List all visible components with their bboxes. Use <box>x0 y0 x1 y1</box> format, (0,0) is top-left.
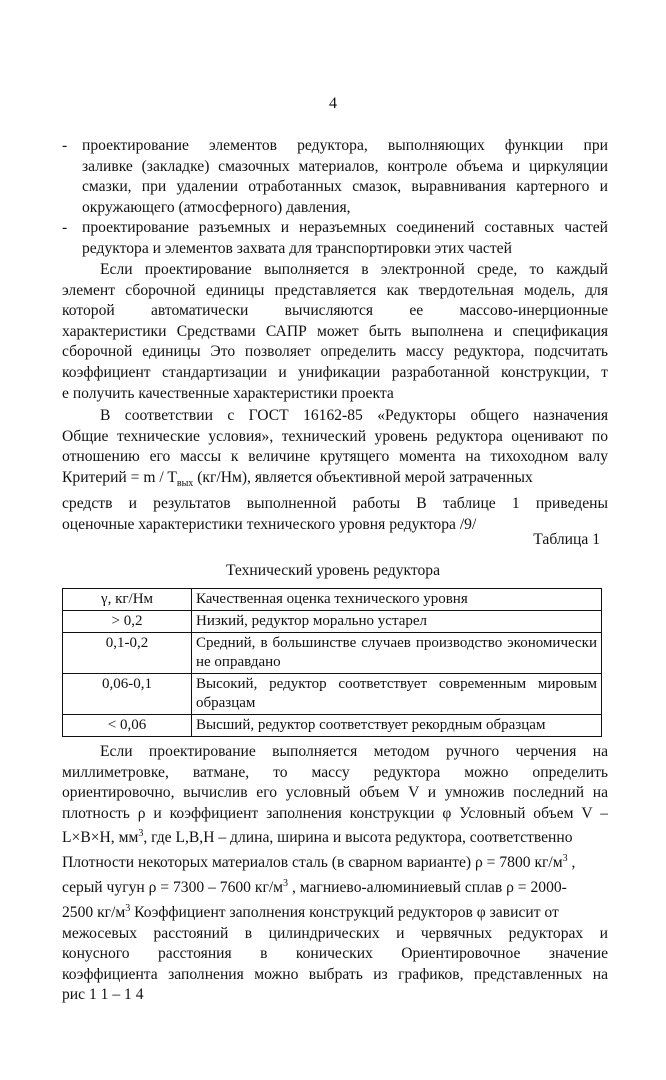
paragraph-line: сборочной единицы Это позволяет определить массу редуктора, подсчитать <box>62 343 608 361</box>
superscript: 3 <box>125 902 131 914</box>
paragraph-line <box>62 874 608 899</box>
criterion-prefix: Критерий = m / T <box>62 468 177 486</box>
paragraph-line: средств и результатов выполненной работы В таблице 1 приведены <box>62 495 608 513</box>
technical-level-table <box>62 588 602 737</box>
bullet-line: смазки, при удалении отработанных смазок, выравнивания картерного и <box>82 178 608 196</box>
table-cell-gamma: 0,1-0,2 <box>63 633 192 674</box>
paragraph-line: элемент сборочной единицы представляется как твердотельная модель, для <box>62 281 608 299</box>
paragraph-electronic-design <box>62 260 608 404</box>
paragraph-line: Если проектирование выполняется в электронной среде, то каждый <box>100 261 608 278</box>
paragraph-line: межосевых расстояний в цилиндрических и червячных редукторах и <box>62 924 608 942</box>
superscript: 3 <box>138 828 144 840</box>
table-cell-gamma: > 0,2 <box>63 611 192 633</box>
table-header-gamma: γ, кг/Нм <box>63 589 192 611</box>
text-run: , <box>567 854 576 872</box>
bullet-dash: - <box>62 137 68 154</box>
table-cell-gamma: 0,06-0,1 <box>63 674 192 715</box>
table-header-row <box>63 589 602 611</box>
bullet-line: проектирование разъемных и неразъемных соединений составных частей <box>82 219 608 237</box>
text-run: 2500 кг/м <box>62 903 126 921</box>
paragraph-line: оценочные характеристики технического уровня редуктора /9/ <box>62 516 477 534</box>
bullet-item-1 <box>62 136 608 218</box>
bullet-line: окружающего (атмосферного) давления, <box>82 198 351 216</box>
paragraph-line: коэффициент стандартизации и унификации разработанной конструкции, т <box>62 363 608 381</box>
page-number: 4 <box>329 95 337 112</box>
text-run: серый чугун ρ = 7300 – 7600 кг/м <box>62 879 284 897</box>
paragraph-line <box>62 849 608 874</box>
bullet-line: редуктора и элементов захвата для транспортировки этих частей <box>82 239 512 257</box>
superscript: 3 <box>283 877 289 889</box>
paragraph-line: характеристики Средствами САПР может быть выполнена и спецификация <box>62 322 608 340</box>
text-run: Коэффициент заполнения конструкций редукторов φ зависит от <box>130 903 559 921</box>
bullet-dash: - <box>62 219 68 237</box>
criterion-line <box>62 468 608 495</box>
paragraph-line: рис 1 1 – 1 4 <box>62 986 144 1004</box>
paragraph-line: плотность ρ и коэффициент заполнения конструкции φ Условный объем V – <box>62 804 608 822</box>
volume-formula: L×B×H, мм <box>62 829 139 847</box>
paragraph-line: конусного расстояния в конических Ориентировочное значение <box>62 945 608 963</box>
text-run: , магниево-алюминиевый сплав ρ = 2000- <box>288 879 567 897</box>
paragraph-line: е получить качественные характеристики проекта <box>62 384 394 402</box>
table-row <box>63 715 602 737</box>
text-run: Плотности некоторых материалов сталь (в сварном варианте) ρ = 7800 кг/м <box>62 854 563 872</box>
paragraph-line <box>62 824 608 849</box>
paragraph-line: коэффициента заполнения можно выбрать из графиков, представленных на <box>62 965 608 983</box>
table-row <box>63 633 602 674</box>
paragraph-line: Если проектирование выполняется методом ручного черчения на <box>100 743 608 760</box>
table-title: Технический уровень редуктора <box>225 562 441 579</box>
paragraph-line: ориентировочно, вычислив его условный объем V и умножив последний на <box>62 784 608 802</box>
table-cell-gamma: < 0,06 <box>63 715 192 737</box>
paragraph-manual-drawing <box>62 742 608 1006</box>
table-cell-evaluation: Высший, редуктор соответствует рекордным образцам <box>192 715 602 737</box>
table-row <box>63 611 602 633</box>
table-cell-evaluation: Низкий, редуктор морально устарел <box>192 611 602 633</box>
paragraph-line: миллиметровке, ватмане, то массу редуктора можно определить <box>62 763 608 781</box>
table-caption: Таблица 1 <box>533 531 600 548</box>
paragraph-line <box>62 899 608 924</box>
text-run: , где L,B,H – длина, ширина и высота редуктора, соответственно <box>143 829 573 847</box>
paragraph-line: Общие технические условия», технический уровень редуктора оценивают по <box>62 427 608 445</box>
table-row <box>63 674 602 715</box>
paragraph-gost <box>62 406 608 536</box>
table-cell-evaluation: Средний, в большинстве случаев производство экономически не оправдано <box>192 633 602 674</box>
bullet-item-2 <box>62 218 608 259</box>
criterion-suffix: (кг/Нм), является объективной мерой затраченных <box>193 468 533 486</box>
criterion-subscript: вых <box>176 477 194 489</box>
bullet-line: проектирование элементов редуктора, выполняющих функции при <box>82 137 608 154</box>
paragraph-line: которой автоматически вычисляются ее массово-инерционные <box>62 302 608 320</box>
paragraph-line: В соответствии с ГОСТ 16162-85 «Редукторы общего назначения <box>100 407 608 424</box>
superscript: 3 <box>562 853 568 865</box>
table-header-evaluation: Качественная оценка технического уровня <box>192 589 602 611</box>
table-cell-evaluation: Высокий, редуктор соответствует современным мировым образцам <box>192 674 602 715</box>
bullet-line: заливке (закладке) смазочных материалов, контроле объема и циркуляции <box>82 157 608 175</box>
paragraph-line: отношению его массы к величине крутящего момента на тихоходном валу <box>62 448 608 466</box>
bullet-list <box>62 136 608 260</box>
